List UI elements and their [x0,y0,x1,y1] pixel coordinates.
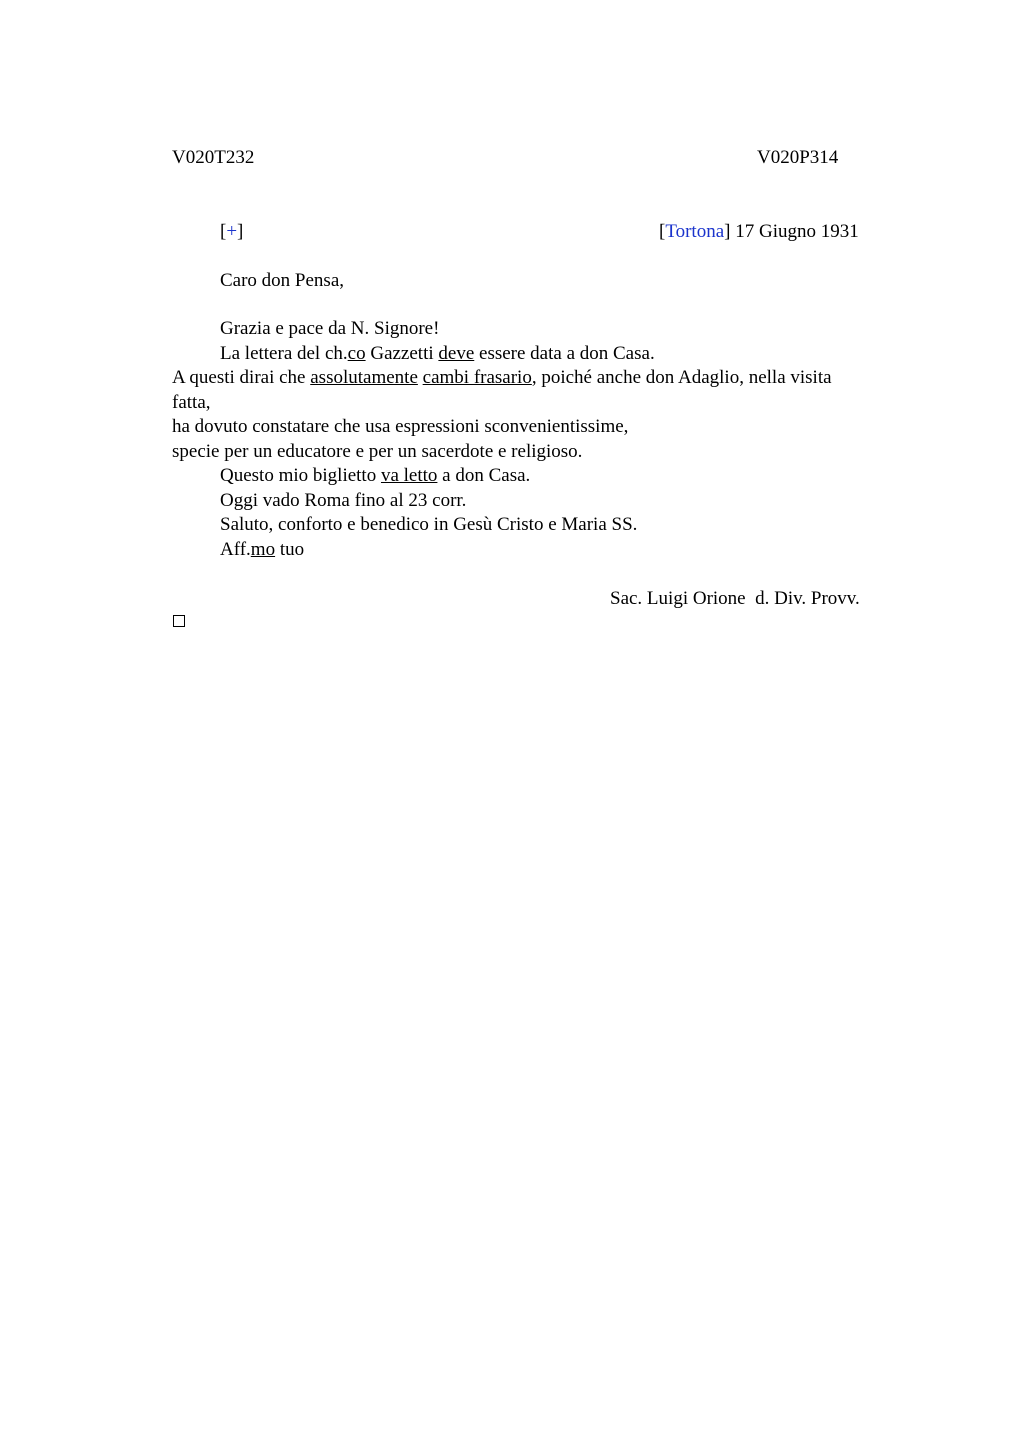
closing: Aff.mo tuo [220,539,305,560]
greeting: Grazia e pace da N. Signore! [220,318,440,339]
letter-line-3: fatta, [172,392,211,413]
cross-mark: [+] [220,221,244,242]
place-link[interactable]: Tortona [665,221,725,242]
document-code-left: V020T232 [172,147,255,168]
salutation: Caro don Pensa, [220,270,345,291]
cross-link[interactable]: + [226,221,238,242]
letter-line-6: Questo mio biglietto va letto a don Casa. [220,465,531,486]
letter-line-1: La lettera del ch.co Gazzetti deve essere data a don Casa. [220,343,655,364]
end-marker-icon [173,615,185,627]
letter-line-8: Saluto, conforto e benedico in Gesù Cristo e Maria SS. [220,514,638,535]
letter-line-2: A questi dirai che assolutamente cambi frasario, poiché anche don Adaglio, nella visita [172,367,832,388]
dateline: [Tortona] 17 Giugno 1931 [659,221,859,242]
letter-line-5: specie per un educatore e per un sacerdote e religioso. [172,441,583,462]
letter-date: 17 Giugno 1931 [730,221,859,242]
document-code-right: V020P314 [757,147,839,168]
signature: Sac. Luigi Orione d. Div. Provv. [610,588,860,609]
letter-line-4: ha dovuto constatare che usa espressioni sconvenientissime, [172,416,629,437]
letter-line-7: Oggi vado Roma fino al 23 corr. [220,490,467,511]
